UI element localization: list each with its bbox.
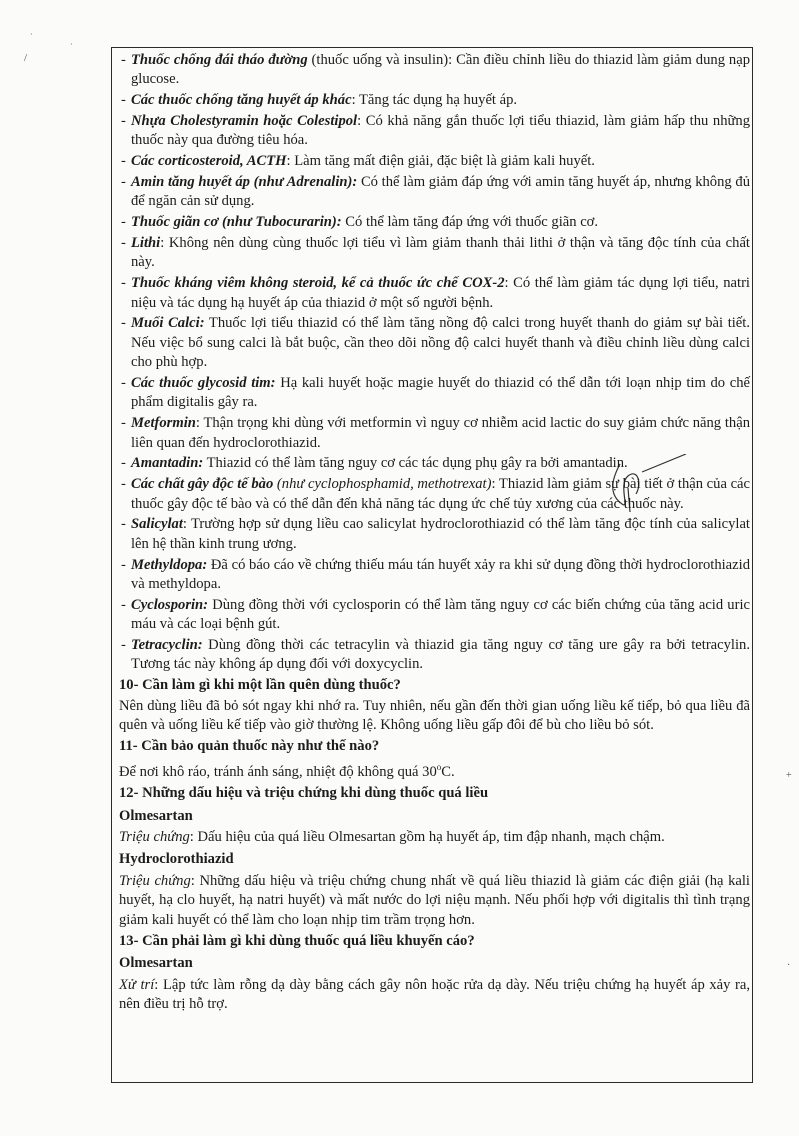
section-heading-13: 13- Cần phải làm gì khi dùng thuốc quá liều khuyến cáo? — [119, 932, 475, 949]
drug-text: : Trường hợp sử dụng liều cao salicylat hydroclorothiazid có thể làm tăng độc tính của salicylat lên hệ thần kinh trung ương. — [131, 516, 750, 552]
scan-mark: + — [786, 770, 792, 781]
list-item: - Các corticosteroid, ACTH: Làm tăng mất điện giải, đặc biệt là giảm kali huyết. — [121, 153, 595, 170]
drug-text: Dùng đồng thời các tetracylin và thiazid gia tăng nguy cơ tăng ure gây ra bởi tetracylin. Tương tác này không áp dụng đối với doxycyclin. — [131, 637, 750, 673]
olmesartan-symptoms: Triệu chứng: Dấu hiệu của quá liều Olmesartan gồm hạ huyết áp, tim đập nhanh, mạch chậm. — [119, 828, 665, 845]
drug-text: Có thể làm giảm đáp ứng với amin tăng huyết áp, nhưng không đủ để ngăn cản sử dụng. — [131, 174, 750, 210]
drug-term: Methyldopa: — [131, 556, 208, 573]
drug-term: Muối Calci: — [131, 315, 205, 332]
list-item: - Thuốc giãn cơ (như Tubocurarin): Có thể làm tăng đáp ứng với thuốc giãn cơ. — [121, 214, 599, 231]
drug-term: Amin tăng huyết áp (như Adrenalin): — [131, 174, 358, 190]
drug-term: Thuốc kháng viêm không steroid, kể cả thuốc ức chế COX-2 — [131, 275, 505, 292]
drug-text: : Không nên dùng cùng thuốc lợi tiểu vì làm giảm thanh thải lithi ở thận và tăng độc tính của chất này. — [131, 235, 750, 271]
drug-term: Tetracyclin: — [131, 637, 203, 654]
drug-term: Các thuốc glycosid tim: — [131, 375, 276, 392]
document-body — [119, 51, 750, 1017]
list-item: - Tetracyclin: Dùng đồng thời các tetracylin và thiazid gia tăng nguy cơ tăng ure gây ra bởi tetracylin. Tương tác này không áp dụng đối với doxycyclin. — [121, 637, 750, 673]
drug-term: Các chất gây độc tế bào — [131, 476, 274, 493]
list-item: - Muối Calci: Thuốc lợi tiểu thiazid có thể làm tăng nồng độ calci trong huyết thanh do giảm sự bài tiết. Nếu việc bổ sung calci là bắt buộc, cần theo dõi nồng độ calci huyết thanh và điều chỉnh liều dùng calci cho phù hợp. — [121, 315, 750, 371]
overdose-treatment: Xử trí: Lập tức làm rỗng dạ dày bằng cách gây nôn hoặc rửa dạ dày. Nếu triệu chứng hạ huyết áp xảy ra, nên điều trị hỗ trợ. — [119, 976, 751, 1013]
missed-dose-text: Nên dùng liều đã bỏ sót ngay khi nhớ ra. Tuy nhiên, nếu gần đến thời gian uống liều kế tiếp, bỏ qua liều đã quên và uống liều kế tiếp vào giờ thường lệ. Không uống liều gấp đôi để bù cho liều bỏ sót. — [119, 697, 750, 734]
list-item: - Methyldopa: Đã có báo cáo về chứng thiếu máu tán huyết xảy ra khi sử dụng đồng thời hydroclorothiazid và methyldopa. — [121, 556, 750, 593]
drug-text: Đã có báo cáo về chứng thiếu máu tán huyết xảy ra khi sử dụng đồng thời hydroclorothiazid và methyldopa. — [131, 556, 750, 593]
drug-text: Thuốc lợi tiểu thiazid có thể làm tăng nồng độ calci trong huyết thanh do giảm sự bài tiết. Nếu việc bổ sung calci là bắt buộc, cần theo dõi nồng độ calci huyết thanh và điều chỉnh liều dùng calci cho phù hợp. — [131, 315, 750, 371]
subheading-hydroclorothiazid: Hydroclorothiazid — [119, 851, 234, 868]
drug-text: Thiazid có thể làm tăng nguy cơ các tác dụng phụ gây ra bởi amantadin. — [203, 455, 628, 472]
scan-mark: · — [787, 960, 791, 971]
subheading-olmesartan: Olmesartan — [119, 807, 193, 824]
section-heading-11: 11- Cần bảo quản thuốc này như thế nào? — [119, 738, 380, 755]
drug-text: Có thể làm tăng đáp ứng với thuốc giãn cơ. — [341, 214, 599, 231]
drug-term: Thuốc chống đái tháo đường — [131, 52, 308, 68]
drug-text: (thuốc uống và insulin): Cần điều chỉnh liều do thiazid làm giảm dung nạp glucose. — [131, 52, 750, 88]
interaction-list — [119, 51, 750, 675]
list-item: - Các thuốc chống tăng huyết áp khác: Tăng tác dụng hạ huyết áp. — [121, 92, 518, 109]
list-item: - Amantadin: Thiazid có thể làm tăng nguy cơ các tác dụng phụ gây ra bởi amantadin. — [121, 455, 628, 472]
section-heading-10: 10- Cần làm gì khi một lần quên dùng thuốc? — [119, 677, 401, 694]
drug-term: Các corticosteroid, ACTH — [131, 153, 287, 170]
drug-term: Lithi — [131, 235, 161, 251]
list-item: - Thuốc chống đái tháo đường (thuốc uống và insulin): Cần điều chỉnh liều do thiazid làm giảm dung nạp glucose. — [121, 52, 750, 88]
drug-term: Metformin — [131, 415, 196, 432]
drug-text: : Có khả năng gắn thuốc lợi tiểu thiazid, làm giảm hấp thu những thuốc này qua đường tiêu hóa. — [131, 113, 751, 149]
list-item: - Amin tăng huyết áp (như Adrenalin): Có thể làm giảm đáp ứng với amin tăng huyết áp, nhưng không đủ để ngăn cản sử dụng. — [121, 174, 750, 210]
list-item: - Lithi: Không nên dùng cùng thuốc lợi tiểu vì làm giảm thanh thải lithi ở thận và tăng độc tính của chất này. — [121, 235, 750, 271]
drug-note: (như cyclophosphamid, methotrexat) — [273, 476, 492, 493]
drug-text: : Thận trọng khi dùng với metformin vì nguy cơ nhiễm acid lactic do suy giảm chức năng thận liên quan đến hydroclorothiazid. — [131, 415, 750, 451]
storage-text: Để nơi khô ráo, tránh ánh sáng, nhiệt độ không quá 30$^o$C. — [119, 761, 455, 780]
drug-text: : Làm tăng mất điện giải, đặc biệt là giảm kali huyết. — [286, 153, 595, 170]
scan-mark: · — [30, 30, 33, 39]
list-item: - Nhựa Cholestyramin hoặc Colestipol: Có khả năng gắn thuốc lợi tiểu thiazid, làm giảm hấp thu những thuốc này qua đường tiêu hóa. — [121, 113, 751, 149]
drug-term: Các thuốc chống tăng huyết áp khác — [131, 92, 352, 109]
scan-mark: / — [24, 52, 28, 64]
subheading-olmesartan-13: Olmesartan — [119, 955, 193, 972]
drug-term: Amantadin: — [131, 455, 204, 472]
drug-text: Dùng đồng thời với cyclosporin có thể làm tăng nguy cơ các biến chứng của tăng acid uric máu và các loại bệnh gút. — [131, 596, 750, 633]
list-item: - Các thuốc glycosid tim: Hạ kali huyết hoặc magie huyết do thiazid có thể dẫn tới loạn nhịp tim do chế phẩm digitalis gây ra. — [121, 375, 750, 411]
drug-text: : Thiazid làm giảm sự bài tiết ở thận của các thuốc gây độc tế bào và có thể dẫn đến khả năng tác dụng ức chế tủy xương của các thuốc này. — [131, 476, 751, 512]
drug-text: Hạ kali huyết hoặc magie huyết do thiazid có thể dẫn tới loạn nhịp tim do chế phẩm digitalis gây ra. — [131, 375, 750, 411]
section-heading-12: 12- Những dấu hiệu và triệu chứng khi dùng thuốc quá liều — [119, 785, 489, 802]
list-item: - Các chất gây độc tế bào (như cyclophosphamid, methotrexat): Thiazid làm giảm sự bài tiết ở thận của các thuốc gây độc tế bào và có thể dẫn đến khả năng tác dụng ức chế tủy xương của các thuốc này. — [121, 476, 751, 512]
drug-term: Thuốc giãn cơ (như Tubocurarin): — [131, 214, 342, 231]
list-item: - Cyclosporin: Dùng đồng thời với cyclosporin có thể làm tăng nguy cơ các biến chứng của tăng acid uric máu và các loại bệnh gút. — [121, 596, 750, 633]
list-item: - Salicylat: Trường hợp sử dụng liều cao salicylat hydroclorothiazid có thể làm tăng độc tính của salicylat lên hệ thần kinh trung ương. — [121, 516, 750, 552]
drug-term: Nhựa Cholestyramin hoặc Colestipol — [131, 113, 358, 129]
drug-term: Cyclosporin: — [131, 596, 209, 613]
hydroclorothiazid-symptoms: Triệu chứng: Những dấu hiệu và triệu chứng chung nhất về quá liều thiazid là giảm các điện giải (hạ kali huyết, hạ clo huyết, hạ natri huyết) và mất nước do lợi niệu mạnh. Nếu phối hợp với digitalis thì tình trạng giảm kali huyết có thể làm cho loạn nhịp tim trầm trọng hơn. — [119, 872, 750, 928]
drug-text: : Có thể làm giảm tác dụng lợi tiểu, natri niệu và tác dụng hạ huyết áp của thiazid ở một số người bệnh. — [131, 275, 750, 311]
drug-text: : Tăng tác dụng hạ huyết áp. — [351, 92, 518, 109]
drug-term: Salicylat — [131, 516, 183, 533]
list-item: - Thuốc kháng viêm không steroid, kể cả thuốc ức chế COX-2: Có thể làm giảm tác dụng lợi tiểu, natri niệu và tác dụng hạ huyết áp của thiazid ở một số người bệnh. — [121, 275, 750, 311]
list-item: - Metformin: Thận trọng khi dùng với metformin vì nguy cơ nhiễm acid lactic do suy giảm chức năng thận liên quan đến hydroclorothiazid. — [121, 415, 750, 451]
scan-mark: · — [70, 40, 73, 49]
